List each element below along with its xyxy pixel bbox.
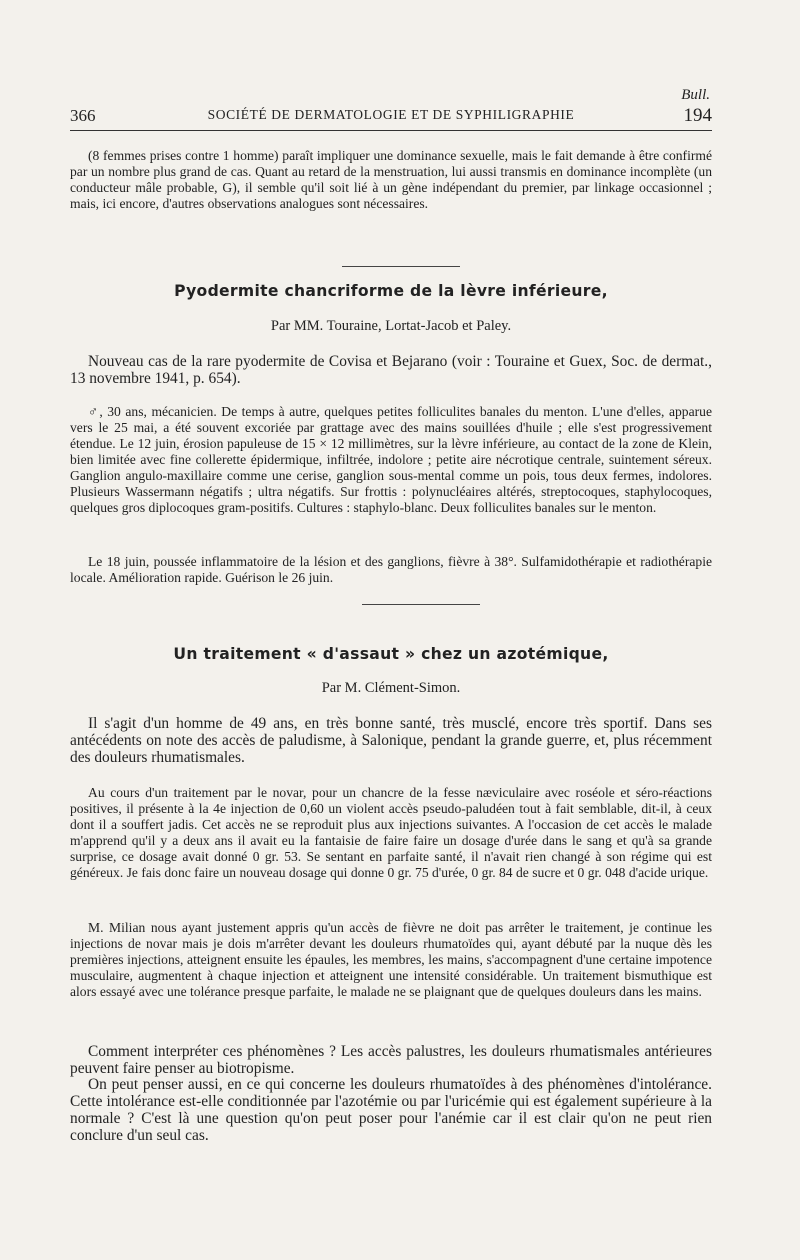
article-title: Un traitement « d'assaut » chez un azotémique, — [173, 645, 609, 663]
page-number: 366 — [70, 106, 96, 125]
running-header — [70, 104, 712, 126]
volume-number: 194 — [683, 105, 712, 126]
article-paragraph: ♂, 30 ans, mécanicien. De temps à autre, quelques petites folliculites banales du menton. L'une d'elles, apparue vers le 25 mai, a été souvent excoriée par grattage avec des mains souillées d'huile ; elle s'est progressivement étendue. Le 12 juin, érosion papuleuse de 15 × 12 millimètres, sur la lèvre inférieure, au contact de la zone de Klein, bien limitée avec fine collerette épidermique, infiltrée, indolore ; petite aire nécrotique centrale, suintement séreux. Ganglion angulo-maxillaire comme une cerise, ganglion sous-mental comme un pois, tous deux fermes, indolores. Plusieurs Wassermann négatifs ; ultra négatifs. Sur frottis : polynucléaires altérés, streptocoques, staphylocoques, quelques gros diplocoques gram-positifs. Cultures : staphylo-blanc. Deux folliculites banales sur le menton. — [70, 404, 712, 515]
article-authors: Par MM. Touraine, Lortat-Jacob et Paley. — [270, 318, 512, 334]
article-paragraph: Nouveau cas de la rare pyodermite de Covisa et Bejarano (voir : Touraine et Guex, Soc. de dermat., 13 novembre 1941, p. 654). — [70, 353, 712, 387]
article-paragraph: On peut penser aussi, en ce qui concerne les douleurs rhumatoïdes à des phénomènes d'intolérance. Cette intolérance est-elle conditionnée par l'azotémie ou par l'uricémie qui est également supérieure à la normale ? C'est là une question qu'on peut poser pour l'anémie car il est clair qu'on ne peut rien conclure d'un seul cas. — [70, 1076, 712, 1144]
article-paragraph: Au cours d'un traitement par le novar, pour un chancre de la fesse næviculaire avec roséole et séro-réactions positives, il présente à la 4e injection de 0,60 un violent accès pseudo-paludéen tout à fait semblable, dit-il, à ceux dont il a souffert jadis. Cet accès ne se reproduit plus aux injections suivantes. A l'occasion de cet accès le malade m'apprend qu'il y a deux ans il avait eu la fantaisie de faire faire un dosage d'urée dans le sang et qu'à sa grande surprise, ce dosage avait donné 0 gr. 53. Se sentant en parfaite santé, il n'avait rien changé à son régime qui est généreux. Je fais donc faire un nouveau dosage qui donne 0 gr. 75 d'urée, 0 gr. 84 de sucre et 0 gr. 048 d'acide urique. — [70, 785, 712, 880]
article-paragraph: Comment interpréter ces phénomènes ? Les accès palustres, les douleurs rhumatismales antérieures peuvent faire penser au biotropisme. — [70, 1043, 712, 1077]
article-title: Pyodermite chancriforme de la lèvre inférieure, — [174, 282, 608, 300]
section-separator — [342, 266, 460, 267]
header-rule — [70, 130, 712, 131]
bull-marginal-note: Bull. — [681, 87, 710, 103]
article-paragraph: Il s'agit d'un homme de 49 ans, en très bonne santé, très musclé, encore très sportif. Dans ses antécédents on note des accès de paludisme, à Salonique, pendant la grande guerre, et, plus récemment des douleurs rhumatismales. — [70, 715, 712, 766]
article-authors: Par M. Clément-Simon. — [321, 680, 461, 696]
article-paragraph: M. Milian nous ayant justement appris qu'un accès de fièvre ne doit pas arrêter le traitement, je continue les injections de novar mais je dois m'arrêter devant les douleurs rhumatoïdes qui, ayant débuté par la nuque dès les premières injections, atteignent ensuite les épaules, les membres, les mains, s'accompagnent d'une certaine impotence musculaire, augmentent à chaque injection et atteignent une intensité considérable. Un traitement bismuthique est alors essayé avec une tolérance presque parfaite, le malade ne se plaignant que de quelques douleurs dans les mains. — [70, 920, 712, 999]
running-title: SOCIÉTÉ DE DERMATOLOGIE ET DE SYPHILIGRAPHIE — [207, 107, 575, 122]
section-separator — [362, 604, 480, 605]
intro-paragraph: (8 femmes prises contre 1 homme) paraît impliquer une dominance sexuelle, mais le fait demande à être confirmé par un nombre plus grand de cas. Quant au retard de la menstruation, lui aussi transmis en dominance incomplète (un conducteur mâle probable, G), il semble qu'il soit lié à un gène indépendant du premier, par linkage occasionnel ; mais, ici encore, d'autres observations analogues sont nécessaires. — [70, 148, 712, 211]
article-paragraph: Le 18 juin, poussée inflammatoire de la lésion et des ganglions, fièvre à 38°. Sulfamidothérapie et radiothérapie locale. Amélioration rapide. Guérison le 26 juin. — [70, 554, 712, 585]
